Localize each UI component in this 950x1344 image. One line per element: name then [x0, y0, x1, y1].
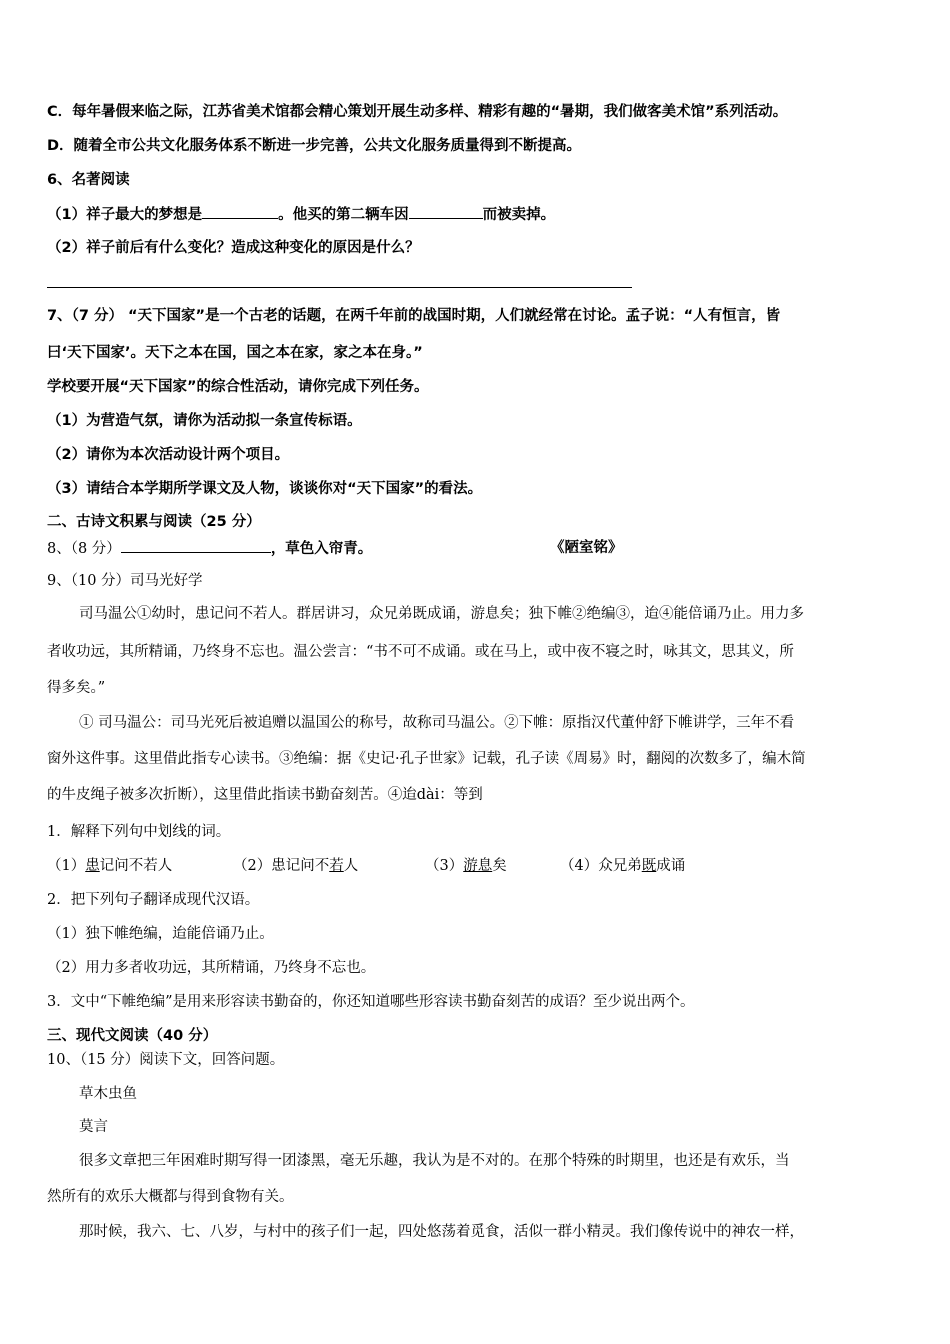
- essay-line: 然所有的欢乐大概都与得到食物有关。: [47, 1189, 294, 1205]
- q9-sub1-item: [233, 856, 358, 876]
- option-c-text: 每年暑假来临之际，江苏省美术馆都会精心策划开展生动多样、精彩有趣的“暑期，我们做客美术馆”系列活动。: [72, 104, 788, 120]
- q8: [47, 538, 372, 559]
- essay-line: 很多文章把三年困难时期写得一团漆黑，毫无乐趣，我认为是不对的。在那个特殊的时期里，也还是有欢乐，当: [79, 1153, 790, 1169]
- underlined-word: 若: [329, 858, 344, 874]
- q7-line1: 7、（7 分） “天下国家”是一个古老的话题，在两千年前的战国时期，人们就经常在讨论。孟子说：“人有恒言，皆: [47, 308, 781, 324]
- essay-author: 莫言: [79, 1119, 108, 1135]
- section-2-heading: 二、古诗文积累与阅读（25 分）: [47, 514, 261, 530]
- underlined-word: 患: [85, 858, 100, 874]
- option-d-letter: D．: [47, 138, 74, 154]
- q6-part1-a: （1）祥子最大的梦想是: [47, 207, 203, 223]
- q9-passage-line: 者收功远，其所精诵，乃终身不忘也。温公尝言：“书不可不成诵。或在马上，或中夜不寝之时，咏其文，思其义，所: [47, 644, 794, 660]
- q6-part1-c: 而被卖掉。: [482, 207, 556, 223]
- q7-task-1: （1）为营造气氛，请你为活动拟一条宣传标语。: [47, 413, 362, 429]
- q9-sub3: 3．文中“下帷绝编”是用来形容读书勤奋的，你还知道哪些形容读书勤奋刻苦的成语？至少说出两个。: [47, 994, 695, 1010]
- item-prefix: （1）: [47, 858, 86, 874]
- q9-note-line: 的牛皮绳子被多次折断），这里借此指读书勤奋刻苦。④迨dài：等到: [47, 787, 483, 803]
- answer-blank[interactable]: [121, 538, 271, 553]
- q9-note-line: ① 司马温公：司马光死后被追赠以温国公的称号，故称司马温公。②下帷：原指汉代董仲舒下帷讲学，三年不看: [79, 715, 795, 731]
- q9-sub1-item: [425, 856, 507, 876]
- q9-note-line: 窗外这件事。这里借此指专心读书。③绝编：据《史记·孔子世家》记载，孔子读《周易》时，翻阅的次数多了，编木简: [47, 751, 806, 767]
- q9-title: 9、（10 分）司马光好学: [47, 573, 203, 589]
- item-suffix: 记问不若人: [99, 858, 173, 874]
- underlined-word: 游息: [463, 858, 493, 874]
- answer-line[interactable]: [47, 287, 632, 288]
- option-d-text: 随着全市公共文化服务体系不断进一步完善，公共文化服务质量得到不断提高。: [73, 138, 582, 154]
- essay-title: 草木虫鱼: [79, 1086, 137, 1102]
- item-suffix: 成诵: [656, 858, 686, 874]
- option-d: [47, 136, 581, 156]
- q9-sub1-item: [560, 856, 685, 876]
- essay-line: 那时候，我六、七、八岁，与村中的孩子们一起，四处悠荡着觅食，活似一群小精灵。我们像传说中的神农一样，: [79, 1224, 804, 1240]
- q9-sub2-a: （1）独下帷绝编，迨能倍诵乃止。: [47, 926, 274, 942]
- item-suffix: 人: [343, 858, 359, 874]
- q7-task-3: （3）请结合本学期所学课文及人物，谈谈你对“天下国家”的看法。: [47, 481, 483, 497]
- q10-title: 10、（15 分）阅读下文，回答问题。: [47, 1052, 285, 1068]
- q7-line2: 曰‘天下国家’。天下之本在国，国之本在家，家之本在身。”: [47, 345, 423, 361]
- item-prefix: （4）众兄弟: [560, 858, 642, 874]
- answer-blank[interactable]: [202, 204, 278, 219]
- q9-sub1-item: [47, 856, 172, 876]
- q8-text: ，草色入帘青。: [270, 541, 373, 557]
- option-c: [47, 102, 787, 122]
- item-suffix: 矣: [492, 858, 507, 874]
- q8-number: 8、（8 分）: [47, 541, 121, 557]
- q9-sub1-title: 1．解释下列句中划线的词。: [47, 824, 231, 840]
- section-3-heading: 三、现代文阅读（40 分）: [47, 1028, 218, 1044]
- q8-source: 《陋室铭》: [550, 540, 623, 556]
- q6-part1: [47, 204, 555, 225]
- q7-task-2: （2）请你为本次活动设计两个项目。: [47, 447, 290, 463]
- q6-part2: （2）祥子前后有什么变化？造成这种变化的原因是什么？: [47, 240, 420, 256]
- q9-sub2-b: （2）用力多者收功远，其所精诵，乃终身不忘也。: [47, 960, 376, 976]
- q9-passage-line: 得多矣。”: [47, 680, 106, 696]
- item-prefix: （3）: [425, 858, 464, 874]
- underlined-word: 既: [641, 858, 657, 874]
- q9-passage-line: 司马温公①幼时，患记问不若人。群居讲习，众兄弟既成诵，游息矣；独下帷②绝编③，迨④能倍诵乃止。用力多: [79, 606, 804, 622]
- option-c-letter: C．: [47, 104, 73, 120]
- q6-title: 6、名著阅读: [47, 172, 130, 188]
- q7-task: 学校要开展“天下国家”的综合性活动，请你完成下列任务。: [47, 379, 429, 395]
- item-prefix: （2）患记问不: [233, 858, 330, 874]
- q9-sub2-title: 2．把下列句子翻译成现代汉语。: [47, 892, 260, 908]
- answer-blank[interactable]: [409, 204, 483, 219]
- q6-part1-b: 。他买的第二辆车因: [278, 207, 409, 223]
